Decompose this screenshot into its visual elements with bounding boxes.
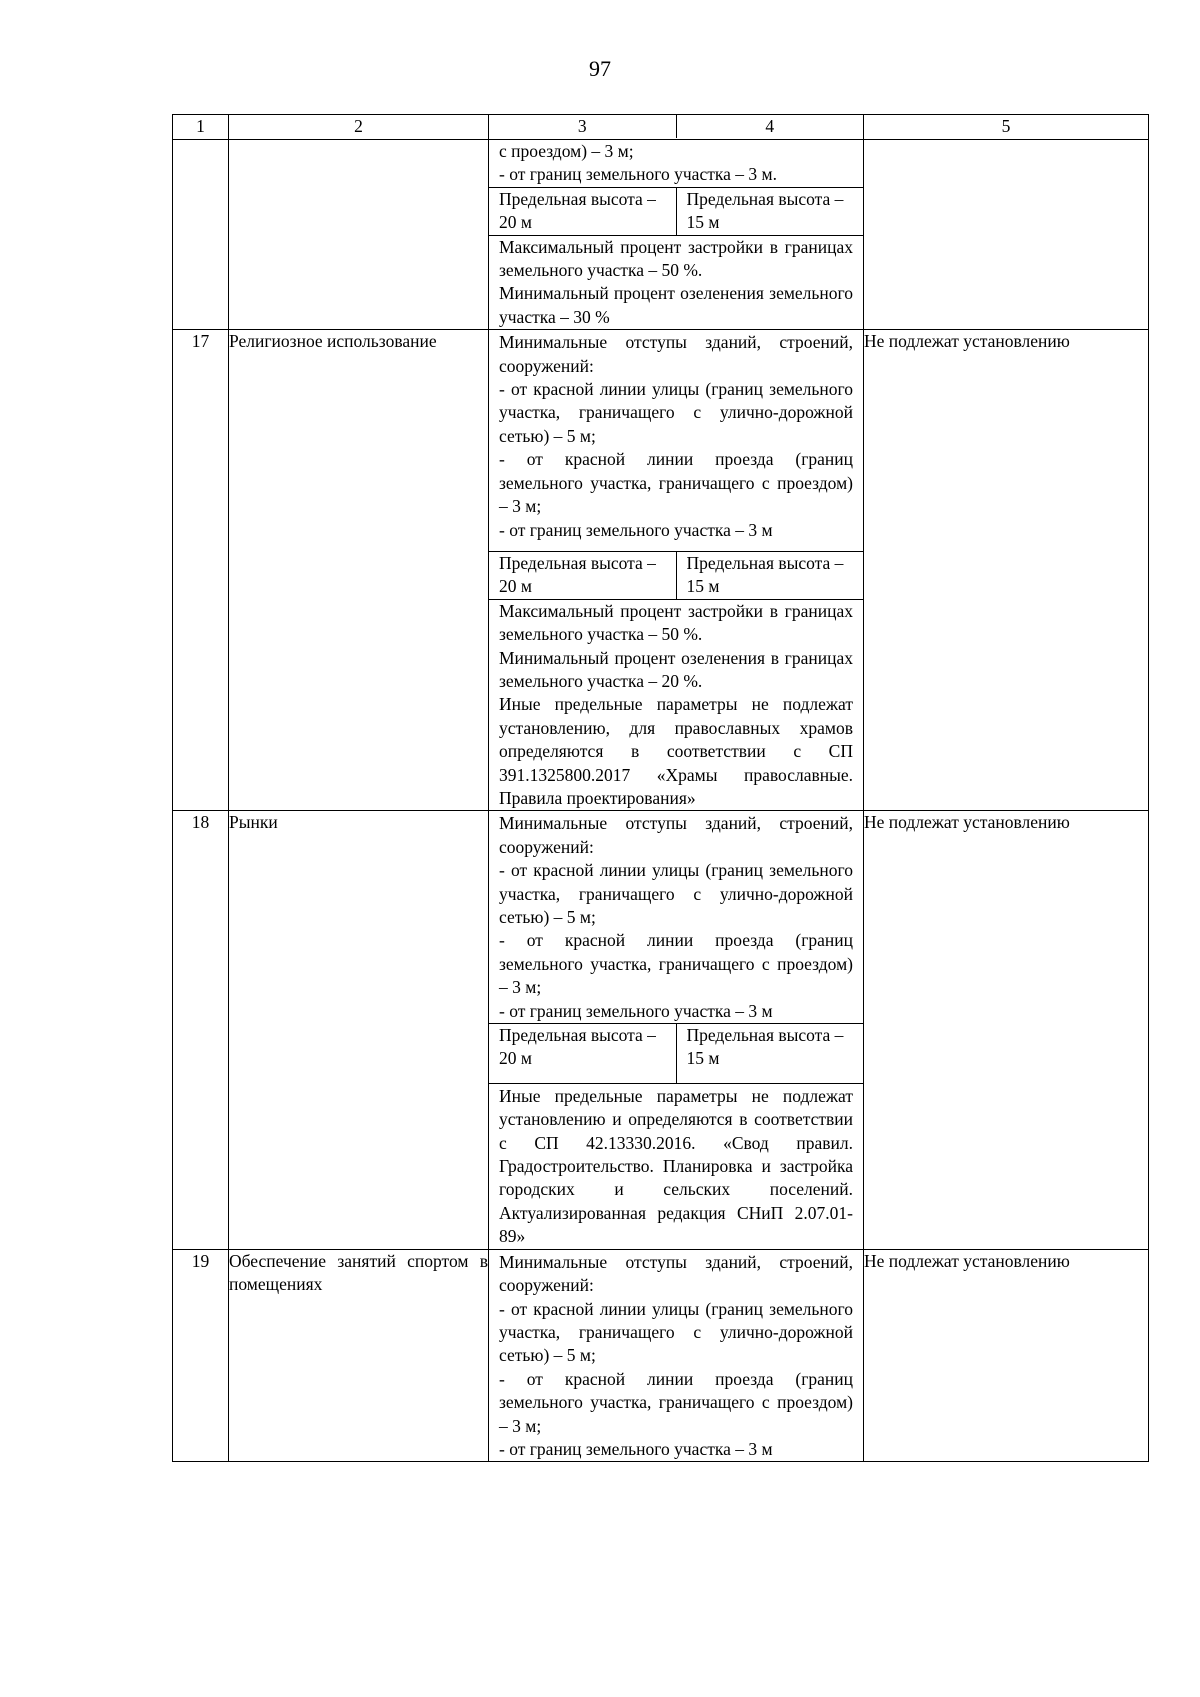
setbacks-line: с проездом) – 3 м; [499,141,634,161]
row-col5: Не подлежат установлению [864,1249,1149,1462]
height-right-cell: Предельная высота – 15 м [676,551,863,599]
row-col5: Не подлежат установлению [864,811,1149,1249]
height-left-cell: Предельная высота – 20 м [489,551,676,599]
header-col-4: 4 [765,116,775,136]
header-col-5: 5 [864,115,1149,140]
setbacks-cell [489,811,863,1023]
setbacks-cell [489,1250,863,1462]
row-col5 [864,140,1149,330]
table-header-row [173,115,1149,140]
table-row [173,140,1149,330]
header-col-3-4 [489,115,864,140]
row-parameters [489,811,864,1249]
regulations-table [172,114,1149,1462]
other-params-cell [489,235,863,329]
setbacks-line: - от красной линии проезда (границ земельного участка, граничащего с проездом) – 3 м; [499,449,853,517]
setbacks-line: - от границ земельного участка – 3 м [499,1438,773,1459]
other-params-line: Иные предельные параметры не подлежат установлению, для православных храмов определяются в соответствии с СП 391.1325800.2017 «Храмы православные. Правила проектирования» [499,694,853,808]
row-parameters [489,1249,864,1462]
row-number: 19 [173,1249,229,1462]
height-right-cell: Предельная высота – 15 м [676,187,863,235]
setbacks-line: - от красной линии проезда (границ земельного участка, граничащего с проездом) – 3 м; [499,1368,853,1436]
row-name: Религиозное использование [229,330,489,811]
setbacks-line: - от границ земельного участка – 3 м. [499,164,777,185]
setbacks-line: Минимальные отступы зданий, строений, сооружений: [499,1251,853,1296]
table-row [173,330,1149,811]
height-left-cell: Предельная высота – 20 м [489,187,676,235]
setbacks-line: Минимальные отступы зданий, строений, сооружений: [499,332,853,376]
other-params-cell [489,599,863,810]
header-col-1: 1 [173,115,229,140]
other-params-line: Минимальный процент озеленения в границах земельного участка – 20 %. [499,647,853,691]
header-col-2: 2 [229,115,489,140]
other-params-line: Максимальный процент застройки в границах земельного участка – 50 %. [499,236,853,281]
row-name: Рынки [229,811,489,1249]
row-col5: Не подлежат установлению [864,330,1149,811]
row-number: 18 [173,811,229,1249]
row-name: Обеспечение занятий спортом в помещениях [229,1249,489,1462]
setbacks-line: - от красной линии улицы (границ земельного участка, граничащего с улично-дорожной сетью) – 5 м; [499,379,853,446]
setbacks-line: Минимальные отступы зданий, строений, сооружений: [499,813,853,857]
other-params-line: Иные предельные параметры не подлежат установлению и определяются в соответствии с СП 42.13330.2016. «Свод правил. Градостроительство. Планировка и застройка городских и сельских поселений. Актуализированная редакция СНиП 2.07.01-89» [499,1085,853,1247]
setbacks-cell [489,140,863,187]
row-number [173,140,229,330]
page-number: 97 [589,56,611,81]
setbacks-line: - от красной линии улицы (границ земельного участка, граничащего с улично-дорожной сетью) – 5 м; [499,1298,853,1366]
setbacks-line: - от красной линии улицы (границ земельного участка, граничащего с улично-дорожной сетью) – 5 м; [499,860,853,927]
setbacks-line: - от красной линии проезда (границ земельного участка, граничащего с проездом) – 3 м; [499,930,853,998]
row-parameters [489,330,864,811]
row-parameters [489,140,864,330]
height-right-cell: Предельная высота – 15 м [676,1024,863,1084]
table-row [173,811,1149,1249]
height-left-cell: Предельная высота – 20 м [489,1024,676,1084]
table-row [173,1249,1149,1462]
row-number: 17 [173,330,229,811]
row-name [229,140,489,330]
other-params-line: Минимальный процент озеленения земельного участка – 30 % [499,283,853,327]
setbacks-line: - от границ земельного участка – 3 м [499,1000,773,1021]
setbacks-line: - от границ земельного участка – 3 м [499,519,773,540]
header-col-3: 3 [489,115,676,138]
setbacks-cell [489,330,863,551]
other-params-line: Максимальный процент застройки в границах земельного участка – 50 %. [499,600,853,645]
other-params-cell [489,1083,863,1248]
